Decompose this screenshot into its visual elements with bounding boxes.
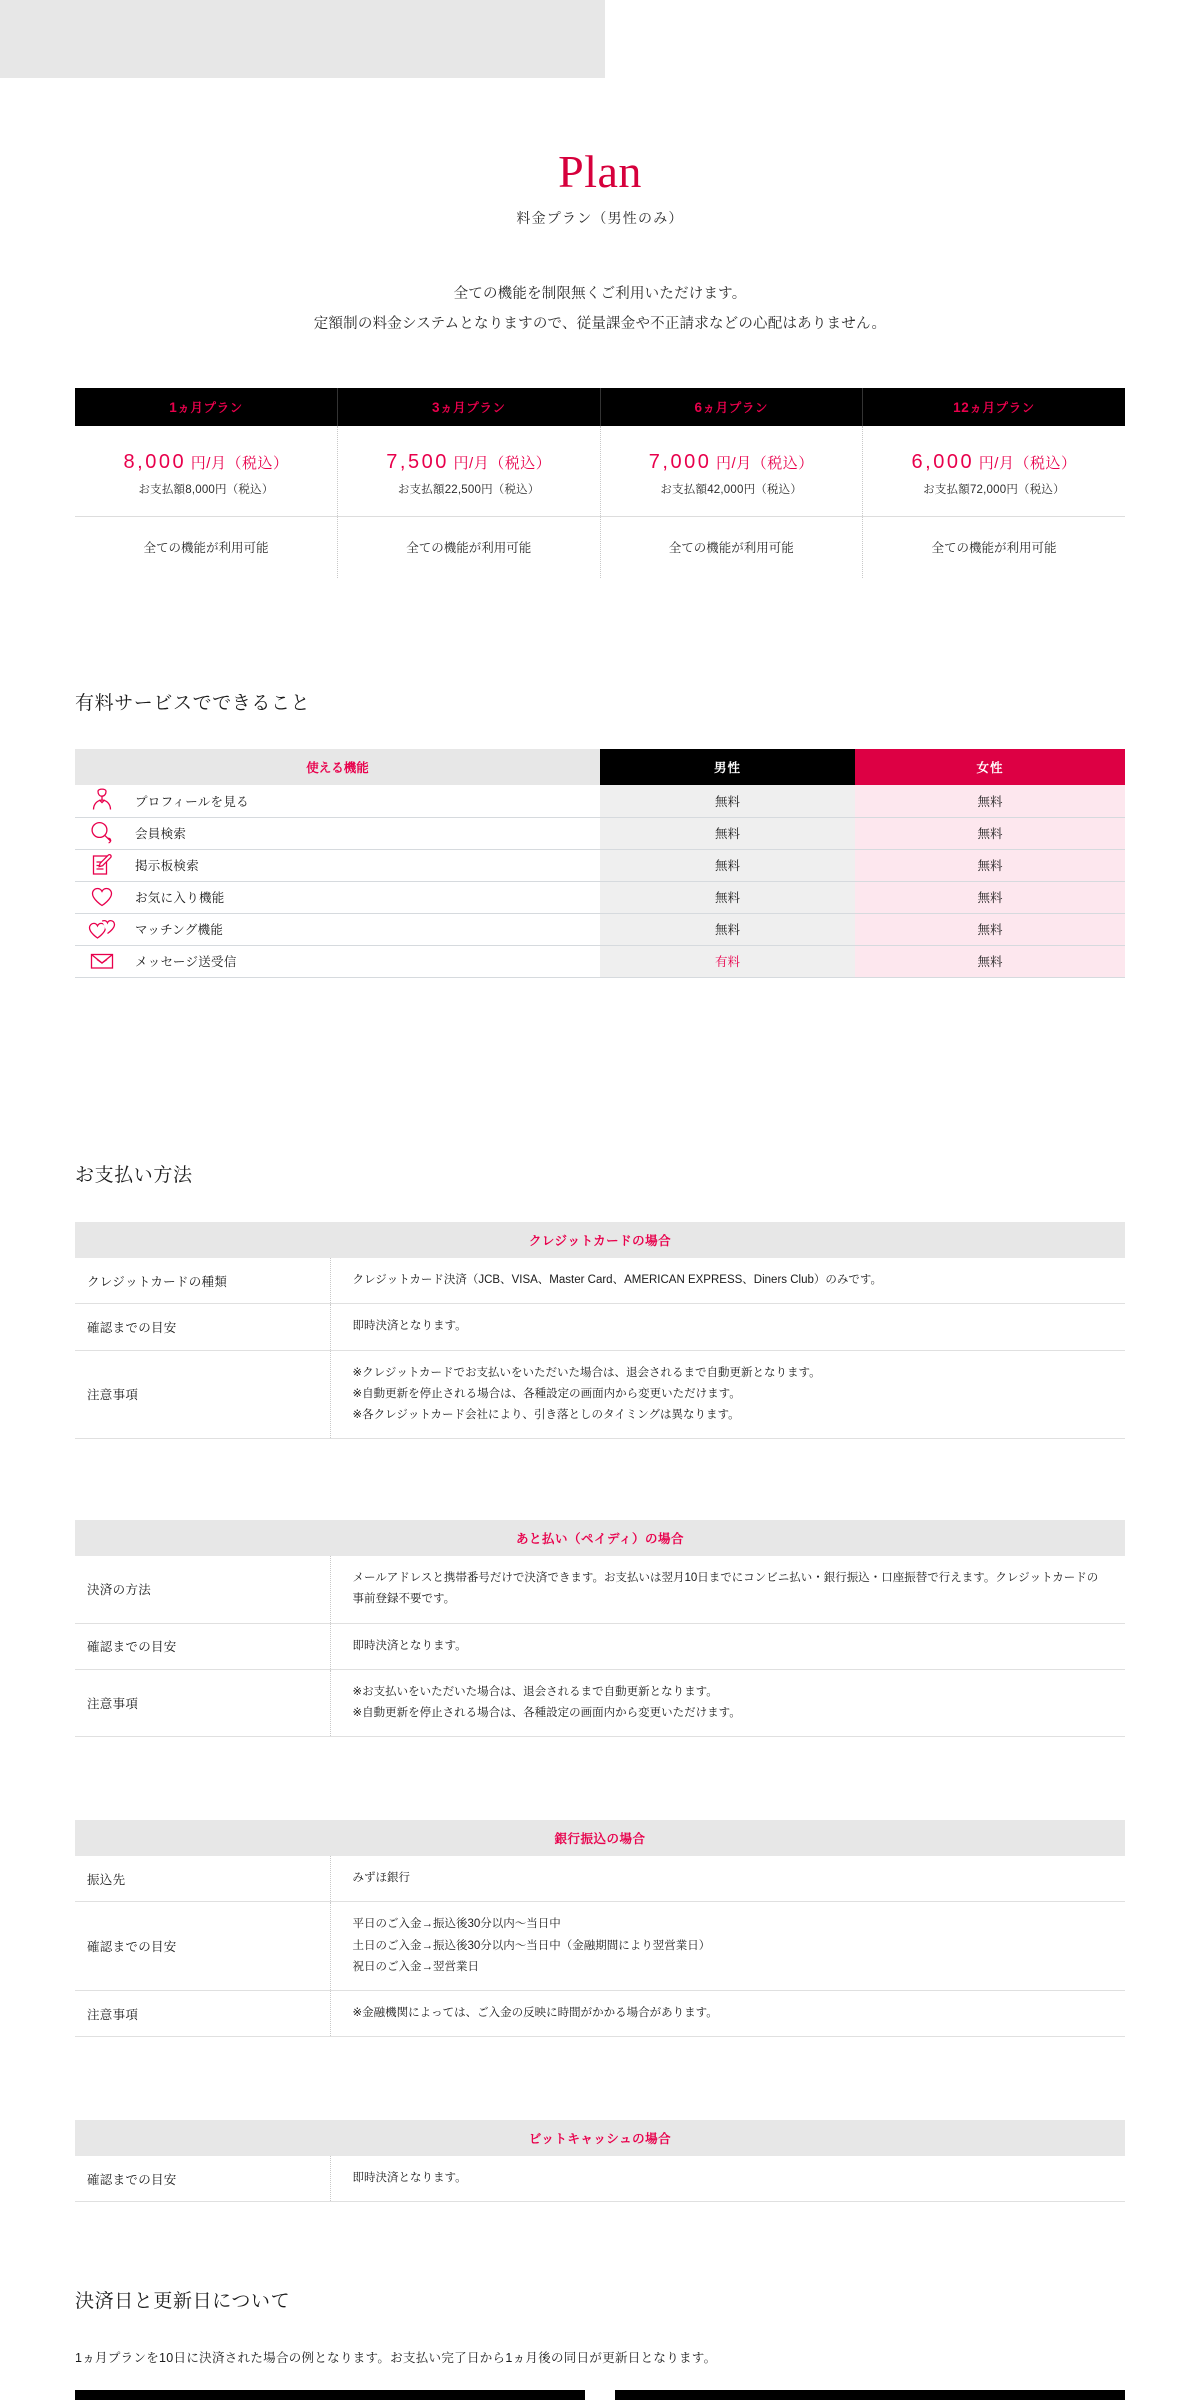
- page-title: Plan: [558, 146, 642, 197]
- payment-row-key: クレジットカードの種類: [75, 1258, 330, 1304]
- payment-row-value: [330, 1350, 1125, 1439]
- feature-name-cell: [75, 817, 600, 849]
- feature-name-cell: [75, 913, 600, 945]
- features-table-body: [75, 785, 1125, 977]
- page-title-block: [0, 148, 1200, 228]
- payment-row-value: [330, 1304, 1125, 1350]
- plan-price-amount: 7,000: [648, 450, 712, 473]
- table-row: [75, 2156, 1125, 2202]
- plan-price-amount: 7,500: [386, 450, 449, 473]
- payment-row-key: 注意事項: [75, 1350, 330, 1439]
- payment-table-header-row: [75, 1820, 1125, 1856]
- features-header-use: 使える機能: [75, 749, 600, 785]
- feature-name-cell: [75, 785, 600, 817]
- payment-value-line: ※金融機関によっては、ご入金の反映に時間がかかる場合があります。: [352, 2007, 718, 2020]
- diagram-bar-left: [75, 2390, 585, 2400]
- plan-header-cell: [863, 388, 1126, 426]
- plan-price-unit: 円/月（税込）: [978, 454, 1077, 472]
- feature-label: プロフィールを見る: [135, 794, 249, 809]
- feature-female-value: 無料: [855, 817, 1125, 849]
- table-row: [75, 945, 1125, 977]
- feature-female-value: 無料: [855, 945, 1125, 977]
- payment-table-header-row: [75, 1520, 1125, 1556]
- plan-header-cell: [600, 388, 863, 426]
- feature-male-value: 無料: [600, 881, 855, 913]
- table-row: [75, 881, 1125, 913]
- plan-name-rest: ヵ月プラン: [702, 401, 769, 415]
- plan-feature-cell: 全ての機能が利用可能: [600, 516, 863, 578]
- feature-female-value: 無料: [855, 849, 1125, 881]
- feature-name-cell: [75, 881, 600, 913]
- features-table: [75, 749, 1125, 978]
- lead-line-2: 定額制の料金システムとなりますので、従量課金や不正請求などの心配はありません。: [313, 315, 887, 332]
- plan-total: お支払額42,000円（税込）: [660, 483, 803, 496]
- payment-value-line: 祝日のご入金→翌営業日: [352, 1960, 479, 1973]
- payment-value-line: 即時決済となります。: [352, 2172, 467, 2184]
- features-header-female: 女性: [855, 749, 1125, 785]
- plan-price-unit: 円/月（税込）: [453, 454, 552, 472]
- table-row: [75, 1350, 1125, 1439]
- payment-row-value: [330, 1991, 1125, 2037]
- notepad-pen-icon: [87, 850, 117, 880]
- person-icon: [87, 786, 117, 816]
- plan-price-row: [75, 426, 1125, 516]
- plan-feature-cell: 全ての機能が利用可能: [75, 516, 338, 578]
- bottom-diagram-bars: [75, 2390, 1125, 2400]
- feature-male-value: 無料: [600, 849, 855, 881]
- payment-value-line: メールアドレスと携帯番号だけで決済できます。お支払いは翌月10日までにコンビニ払い・銀行振込・口座振替で行えます。クレジットカードの: [352, 1572, 1099, 1584]
- payment-row-value: [330, 2156, 1125, 2202]
- feature-label: お気に入り機能: [135, 891, 225, 905]
- plan-price: [863, 451, 1125, 474]
- table-row: [75, 785, 1125, 817]
- payment-value-line: ※自動更新を停止される場合は、各種設定の画面内から変更いただけます。: [352, 1707, 741, 1720]
- payment-section-heading: お支払い方法: [75, 1165, 193, 1186]
- payment-value-line: ※お支払いをいただいた場合は、退会されるまで自動更新となります。: [352, 1685, 718, 1698]
- plan-price: [75, 451, 337, 474]
- plan-price: [601, 451, 863, 474]
- feature-label: メッセージ送受信: [135, 955, 237, 969]
- payment-row-key: 確認までの目安: [75, 1902, 330, 1991]
- lead-copy: [0, 280, 1200, 339]
- table-row: [75, 1991, 1125, 2037]
- payment-value-line: クレジットカード決済（JCB、VISA、Master Card、AMERICAN EXPRESS、Diners Club）のみです。: [352, 1274, 882, 1286]
- table-row: [75, 1623, 1125, 1669]
- payment-table-bank-transfer: [75, 1820, 1125, 2037]
- plan-feature-cell: 全ての機能が利用可能: [863, 516, 1126, 578]
- payment-row-value: [330, 1669, 1125, 1737]
- plan-month-number: 12: [953, 400, 970, 415]
- feature-male-value: 有料: [600, 945, 855, 977]
- features-header-male: 男性: [600, 749, 855, 785]
- payment-value-line: ※自動更新を停止される場合は、各種設定の画面内から変更いただけます。: [352, 1387, 741, 1400]
- plan-price: [338, 451, 600, 474]
- plan-header-cell: [75, 388, 338, 426]
- payment-value-line: 平日のご入金→振込後30分以内～当日中: [352, 1918, 561, 1931]
- plan-month-number: 6: [694, 400, 703, 415]
- payment-table-title: 銀行振込の場合: [75, 1820, 1125, 1856]
- feature-male-value: 無料: [600, 817, 855, 849]
- table-row: [75, 913, 1125, 945]
- payment-value-line: 事前登録不要です。: [352, 1593, 456, 1606]
- envelope-icon: [87, 946, 117, 976]
- payment-row-value: [330, 1623, 1125, 1669]
- payment-row-key: 確認までの目安: [75, 2156, 330, 2202]
- plan-price-unit: 円/月（税込）: [716, 454, 814, 472]
- renewal-note: 1ヵ月プランを10日に決済された場合の例となります。お支払い完了日から1ヵ月後の同日が更新日となります。: [75, 2351, 717, 2365]
- payment-table-title: ビットキャッシュの場合: [75, 2120, 1125, 2156]
- table-row: [75, 1304, 1125, 1350]
- plan-total: お支払額22,500円（税込）: [397, 483, 540, 496]
- payment-value-line: ※各クレジットカード会社により、引き落としのタイミングは異なります。: [352, 1409, 740, 1422]
- payment-value-line: みずほ銀行: [352, 1872, 410, 1884]
- double-heart-icon: [87, 914, 117, 944]
- payment-table-title: あと払い（ペイディ）の場合: [75, 1520, 1125, 1556]
- plan-price-cell: [863, 426, 1126, 516]
- plan-name-rest: ヵ月プラン: [177, 401, 243, 415]
- heart-icon: [87, 882, 117, 912]
- plan-feature-row: [75, 516, 1125, 578]
- payment-row-key: 確認までの目安: [75, 1304, 330, 1350]
- payment-row-value: [330, 1902, 1125, 1991]
- payment-row-key: 注意事項: [75, 1669, 330, 1737]
- payment-value-line: ※クレジットカードでお支払いをいただいた場合は、退会されるまで自動更新となります。: [352, 1366, 821, 1379]
- plan-price-unit: 円/月（税込）: [190, 454, 289, 472]
- feature-label: 会員検索: [135, 827, 187, 841]
- plan-pricing-table: [75, 388, 1125, 578]
- feature-name-cell: [75, 849, 600, 881]
- payment-row-key: 振込先: [75, 1856, 330, 1902]
- feature-male-value: 無料: [600, 785, 855, 817]
- table-row: [75, 1669, 1125, 1737]
- payment-table-bitcash: [75, 2120, 1125, 2202]
- table-row: [75, 1856, 1125, 1902]
- diagram-bar-right: [615, 2390, 1125, 2400]
- feature-label: 掲示板検索: [135, 859, 200, 873]
- plan-name-rest: ヵ月プラン: [440, 401, 506, 415]
- lead-line-1: 全ての機能を制限無くご利用いただけます。: [453, 286, 747, 302]
- table-row: [75, 849, 1125, 881]
- plan-month-number: 3: [431, 400, 441, 415]
- payment-table-paidy: [75, 1520, 1125, 1737]
- payment-table-header-row: [75, 1222, 1125, 1258]
- plan-price-amount: 8,000: [123, 450, 187, 473]
- plan-month-number: 1: [169, 400, 178, 415]
- feature-female-value: 無料: [855, 881, 1125, 913]
- magnifier-icon: [87, 818, 117, 848]
- plan-price-amount: 6,000: [911, 450, 975, 473]
- payment-row-value: [330, 1856, 1125, 1902]
- feature-female-value: 無料: [855, 785, 1125, 817]
- feature-female-value: 無料: [855, 913, 1125, 945]
- payment-row-key: 決済の方法: [75, 1556, 330, 1623]
- plan-header-cell: [338, 388, 601, 426]
- plan-feature-cell: 全ての機能が利用可能: [338, 516, 601, 578]
- payment-row-value: [330, 1556, 1125, 1623]
- features-section-heading: 有料サービスでできること: [75, 693, 311, 714]
- payment-value-line: 即時決済となります。: [352, 1639, 467, 1652]
- plan-price-cell: [338, 426, 601, 516]
- plan-price-cell: [600, 426, 863, 516]
- payment-row-key: 確認までの目安: [75, 1623, 330, 1669]
- table-row: [75, 1902, 1125, 1991]
- feature-male-value: 無料: [600, 913, 855, 945]
- features-header-row: [75, 749, 1125, 785]
- table-row: [75, 817, 1125, 849]
- top-gray-band: [0, 0, 605, 78]
- payment-value-line: 即時決済となります。: [352, 1320, 467, 1333]
- table-row: [75, 1556, 1125, 1623]
- payment-table-credit-card: [75, 1222, 1125, 1439]
- plan-total: お支払額72,000円（税込）: [923, 483, 1065, 496]
- plan-total: お支払額8,000円（税込）: [138, 483, 274, 496]
- plan-header-row: [75, 388, 1125, 426]
- payment-row-key: 注意事項: [75, 1991, 330, 2037]
- feature-name-cell: [75, 945, 600, 977]
- plan-name-rest: ヵ月プラン: [969, 401, 1035, 415]
- payment-table-title: クレジットカードの場合: [75, 1222, 1125, 1258]
- plan-price-cell: [75, 426, 338, 516]
- page-subtitle: 料金プラン（男性のみ）: [516, 210, 684, 227]
- feature-label: マッチング機能: [135, 923, 224, 937]
- payment-table-header-row: [75, 2120, 1125, 2156]
- payment-value-line: 土日のご入金→振込後30分以内～当日中（金融期間により翌営業日）: [352, 1939, 711, 1952]
- payment-row-value: [330, 1258, 1125, 1304]
- table-row: [75, 1258, 1125, 1304]
- renewal-section-heading: 決済日と更新日について: [75, 2291, 291, 2312]
